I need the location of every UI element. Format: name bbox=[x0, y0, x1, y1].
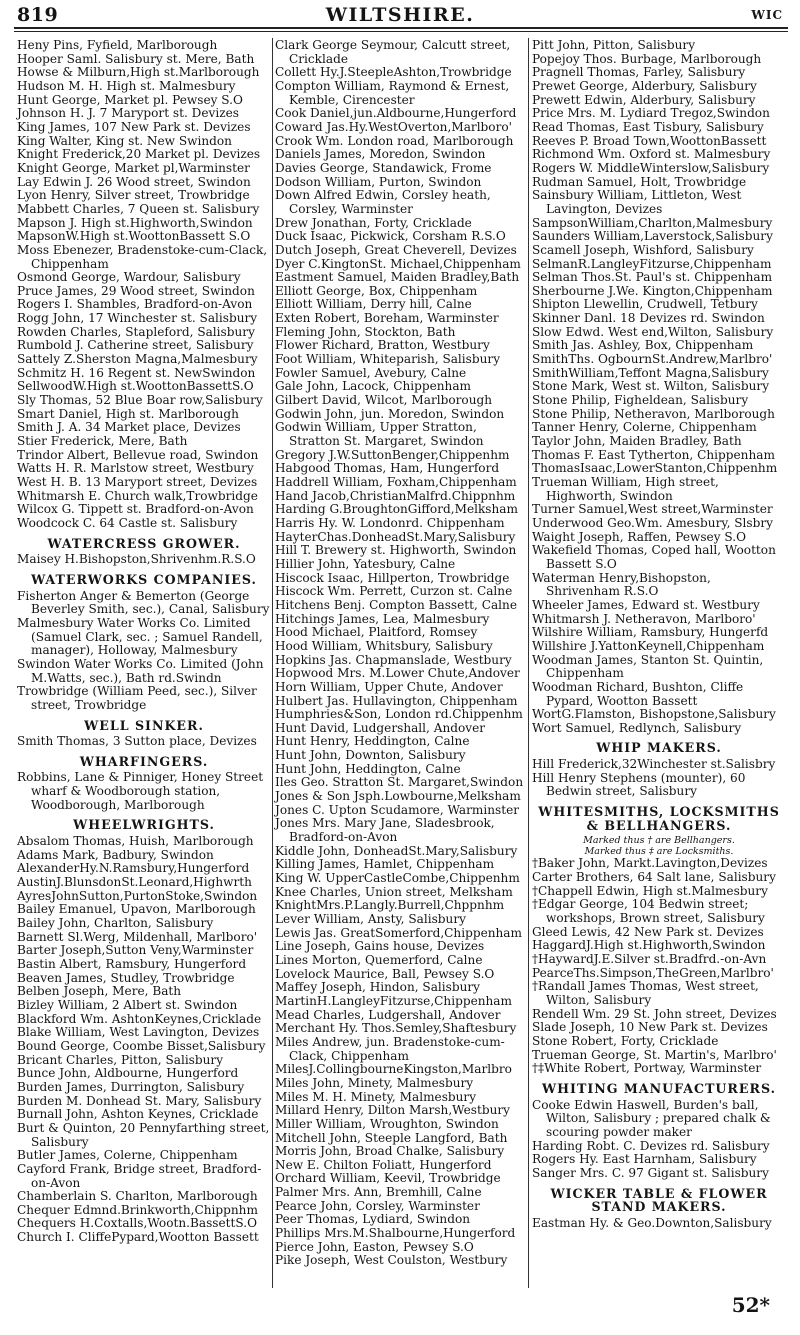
directory-entry: Palmer Mrs. Ann, Bremhill, Calne bbox=[275, 1185, 482, 1200]
directory-entry: Gilbert David, Wilcot, Marlborough bbox=[275, 393, 493, 408]
directory-entry: Dodson William, Purton, Swindon bbox=[275, 174, 482, 189]
directory-entry: Wilshire William, Ramsbury, Hungerfd bbox=[532, 625, 769, 640]
directory-entry: Phillips Mrs.M.Shalbourne,Hungerford bbox=[275, 1226, 516, 1241]
directory-entry: Hood William, Whitsbury, Salisbury bbox=[275, 638, 493, 653]
directory-entry: Hood Michael, Plaitford, Romsey bbox=[275, 625, 478, 640]
directory-entry: Miller William, Wroughton, Swindon bbox=[275, 1116, 499, 1131]
directory-entry: Gale John, Lacock, Chippenham bbox=[275, 379, 472, 394]
directory-entry: Sattely Z.Sherston Magna,Malmesbury bbox=[17, 352, 258, 367]
directory-entry: Pierce John, Easton, Pewsey S.O bbox=[275, 1239, 474, 1254]
directory-entry: Sainsbury William, Littleton, West Lavington, Devizes bbox=[532, 188, 742, 216]
directory-entry: Drew Jonathan, Forty, Cricklade bbox=[275, 215, 472, 230]
directory-entry: West H. B. 13 Maryport street, Devizes bbox=[17, 475, 258, 489]
directory-entry: Whitmarsh J. Netheravon, Marlboro' bbox=[532, 611, 756, 626]
directory-entry: Lines Morton, Quemerford, Calne bbox=[275, 952, 483, 967]
directory-entry: Hand Jacob,ChristianMalfrd.Chippnhm bbox=[275, 488, 516, 503]
directory-entry: MapsonW.High st.WoottonBassett S.O bbox=[17, 229, 251, 244]
directory-entry: Miles M. H. Minety, Malmesbury bbox=[275, 1089, 477, 1104]
directory-entry: Duck Isaac, Pickwick, Corsham R.S.O bbox=[275, 229, 506, 244]
directory-entry: Elliott William, Derry hill, Calne bbox=[275, 297, 472, 312]
directory-entry: Dyer C.KingtonSt. Michael,Chippenham bbox=[275, 256, 521, 271]
directory-entry: MilesJ.CollingbourneKingston,Marlbro bbox=[275, 1062, 512, 1077]
directory-entry: Mapson J. High st.Highworth,Swindon bbox=[17, 215, 253, 230]
directory-entry: Underwood Geo.Wm. Amesbury, Slsbry bbox=[532, 515, 773, 530]
directory-entry: Orchard William, Keevil, Trowbridge bbox=[275, 1171, 501, 1186]
directory-entry: Chequer Edmnd.Brinkworth,Chippnhm bbox=[17, 1202, 258, 1217]
trade-heading: WHARFINGERS. bbox=[79, 753, 209, 769]
directory-entry: Shipton Llewellin, Crudwell, Tetbury bbox=[532, 297, 758, 312]
directory-entry: Johnson H. J. 7 Maryport st. Devizes bbox=[17, 106, 239, 121]
directory-entry: Horn William, Upper Chute, Andover bbox=[275, 679, 503, 694]
directory-entry: Rogers W. MiddleWinterslow,Salisbury bbox=[532, 160, 770, 175]
directory-entry: Wilcox G. Tippett st. Bradford-on-Avon bbox=[17, 502, 254, 517]
directory-entry: †HaywardJ.E.Silver st.Bradfrd.-on-Avn bbox=[532, 952, 767, 966]
directory-entry: Chequers H.Coxtalls,Wootn.BassettS.O bbox=[17, 1216, 257, 1231]
directory-entry: Sly Thomas, 52 Blue Boar row,Salisbury bbox=[17, 393, 263, 408]
directory-entry: Rumbold J. Catherine street, Salisbury bbox=[17, 338, 254, 353]
directory-entry: Hitchens Benj. Compton Bassett, Calne bbox=[275, 597, 517, 612]
directory-entry: Kiddle John, DonheadSt.Mary,Salisbury bbox=[275, 843, 518, 858]
directory-entry: Stone Philip, Netheravon, Marlborough bbox=[532, 406, 775, 421]
directory-entry: Harris Hy. W. Londonrd. Chippenham bbox=[275, 515, 505, 530]
directory-entry: Hulbert Jas. Hullavington, Chippenham bbox=[275, 693, 518, 708]
directory-entry: Miles John, Minety, Malmesbury bbox=[275, 1075, 474, 1090]
directory-entry: Tanner Henry, Colerne, Chippenham bbox=[532, 420, 757, 435]
directory-entry: Slade Joseph, 10 New Park st. Devizes bbox=[532, 1020, 768, 1035]
directory-entry: Mabbett Charles, 7 Queen st. Salisbury bbox=[17, 201, 260, 216]
directory-entry: Wheeler James, Edward st. Westbury bbox=[532, 597, 760, 612]
directory-entry: MartinH.LangleyFitzurse,Chippenham bbox=[275, 993, 512, 1008]
directory-entry: Taylor John, Maiden Bradley, Bath bbox=[532, 434, 742, 449]
directory-entry: Knight Frederick,20 Market pl. Devizes bbox=[17, 147, 261, 162]
directory-entry: Rowden Charles, Stapleford, Salisbury bbox=[17, 324, 255, 339]
section-note: Marked thus † are Bellhangers. bbox=[583, 835, 735, 847]
directory-entry: Jones Mrs. Mary Jane, Sladesbrook, Bradford-on-Avon bbox=[275, 816, 495, 845]
directory-entry: Selman Thos.St. Paul's st. Chippenham bbox=[532, 270, 773, 285]
directory-entry: Knight George, Market pl,Warminster bbox=[17, 160, 250, 175]
directory-entry: Thomas F. East Tytherton, Chippenham bbox=[532, 447, 775, 462]
directory-entry: Hunt Henry, Heddington, Calne bbox=[275, 734, 470, 749]
directory-entry: Smart Daniel, High st. Marlborough bbox=[17, 406, 239, 421]
directory-entry: Daniels James, Moredon, Swindon bbox=[275, 147, 486, 162]
directory-entry: AustinJ.BlunsdonSt.Leonard,Highwrth bbox=[17, 875, 252, 890]
directory-entry: Prewett Edwin, Alderbury, Salisbury bbox=[532, 92, 756, 107]
directory-entry: Hiscock Isaac, Hillperton, Trowbridge bbox=[275, 570, 510, 585]
directory-entry: King James, 107 New Park st. Devizes bbox=[17, 119, 251, 134]
directory-entry: KnightMrs.P.Langly.Burrell,Chppnhm bbox=[275, 898, 505, 913]
county-title: WILTSHIRE. bbox=[325, 4, 475, 26]
directory-entry: Schmitz H. 16 Regent st. NewSwindon bbox=[17, 365, 256, 380]
directory-entry: Rogg John, 17 Winchester st. Salisbury bbox=[17, 311, 258, 326]
directory-entry: Rogers Hy. East Harnham, Salisbury bbox=[532, 1152, 757, 1167]
directory-entry: Bunce John, Aldbourne, Hungerford bbox=[17, 1066, 239, 1081]
directory-entry: Beaven James, Studley, Trowbridge bbox=[17, 970, 235, 985]
directory-entry: Lay Edwin J. 26 Wood street, Swindon bbox=[17, 174, 251, 189]
directory-entry: Hill T. Brewery st. Highworth, Swindon bbox=[275, 543, 517, 558]
directory-column-1 bbox=[17, 39, 271, 1245]
trade-heading: WICKER TABLE & FLOWER STAND MAKERS. bbox=[550, 1185, 768, 1215]
directory-entry: Scamell Joseph, Wishford, Salisbury bbox=[532, 242, 754, 257]
directory-entry: SmithWilliam,Teffont Magna,Salisbury bbox=[532, 365, 769, 380]
directory-entry: Lewis Jas. GreatSomerford,Chippenham bbox=[275, 925, 522, 940]
section-abbreviation: WIC bbox=[751, 8, 783, 22]
directory-entry: Burt & Quinton, 20 Pennyfarthing street, Salisbury bbox=[17, 1120, 270, 1149]
directory-entry: Hudson M. H. High st. Malmesbury bbox=[17, 78, 236, 93]
directory-entry: Turner Samuel,West street,Warminster bbox=[532, 502, 773, 517]
directory-entry: Hopkins Jas. Chapmanslade, Westbury bbox=[275, 652, 512, 667]
trade-heading: WATERWORKS COMPANIES. bbox=[31, 571, 257, 587]
directory-entry: Hunt David, Ludgershall, Andover bbox=[275, 720, 486, 735]
directory-entry: Slow Edwd. West end,Wilton, Salisbury bbox=[532, 324, 774, 339]
directory-entry: Belben Joseph, Mere, Bath bbox=[17, 984, 182, 999]
directory-entry: Wakefield Thomas, Coped hall, Wootton Bassett S.O bbox=[532, 543, 776, 571]
directory-entry: Willshire J.YattonKeynell,Chippenham bbox=[532, 638, 765, 653]
directory-entry: †‡White Robert, Portway, Warminster bbox=[532, 1061, 762, 1076]
directory-entry: Rogers I. Shambles, Bradford-on-Avon bbox=[17, 297, 253, 312]
directory-entry: Popejoy Thos. Burbage, Marlborough bbox=[532, 51, 762, 66]
directory-entry: Trueman George, St. Martin's, Marlbro' bbox=[532, 1047, 777, 1062]
directory-entry: Blake William, West Lavington, Devizes bbox=[17, 1025, 260, 1040]
directory-entry: Bailey Emanuel, Upavon, Marlborough bbox=[17, 902, 256, 917]
directory-entry: Trueman William, High street, Highworth, Swindon bbox=[532, 475, 719, 503]
directory-entry: King Walter, King st. New Swindon bbox=[17, 133, 232, 148]
directory-entry: Godwin William, Upper Stratton, Stratton St. Margaret, Swindon bbox=[275, 420, 484, 449]
directory-entry: Merchant Hy. Thos.Semley,Shaftesbury bbox=[275, 1021, 517, 1036]
directory-entry: Church I. CliffePypard,Wootton Bassett bbox=[17, 1230, 259, 1245]
directory-entry: Fowler Samuel, Avebury, Calne bbox=[275, 365, 467, 380]
directory-entry: Pitt John, Pitton, Salisbury bbox=[532, 38, 696, 52]
directory-entry: SellwoodW.High st.WoottonBassettS.O bbox=[17, 379, 254, 394]
directory-entry: Flower Richard, Bratton, Westbury bbox=[275, 338, 490, 353]
directory-entry: †Chappell Edwin, High st.Malmesbury bbox=[532, 883, 768, 898]
directory-entry: Woodman James, Stanton St. Quintin, Chippenham bbox=[532, 652, 764, 681]
directory-entry: Skinner Danl. 18 Devizes rd. Swindon bbox=[532, 311, 765, 326]
directory-entry: Bound George, Coombe Bisset,Salisbury bbox=[17, 1038, 266, 1053]
directory-entry: Hooper Saml. Salisbury st. Mere, Bath bbox=[17, 51, 255, 66]
directory-entry: Godwin John, jun. Moredon, Swindon bbox=[275, 406, 505, 421]
directory-entry: Lyon Henry, Silver street, Trowbridge bbox=[17, 188, 250, 203]
directory-entry: Malmesbury Water Works Co. Limited (Samuel Clark, sec. ; Samuel Randell, manager), Holloway, Malmesbury bbox=[17, 615, 263, 658]
directory-entry: Line Joseph, Gains house, Devizes bbox=[275, 939, 485, 954]
trade-heading: WHIP MAKERS. bbox=[596, 740, 722, 756]
directory-entry: King W. UpperCastleCombe,Chippenhm bbox=[275, 871, 520, 886]
directory-column-2 bbox=[275, 39, 529, 1268]
directory-entry: Peer Thomas, Lydiard, Swindon bbox=[275, 1212, 471, 1227]
directory-entry: Price Mrs. M. Lydiard Tregoz,Swindon bbox=[532, 106, 770, 121]
directory-entry: Exten Robert, Boreham, Warminster bbox=[275, 311, 499, 326]
directory-entry: Hunt John, Downton, Salisbury bbox=[275, 748, 466, 763]
directory-entry: Jones C. Upton Scudamore, Warminster bbox=[275, 802, 520, 817]
directory-entry: SmithThs. OgbournSt.Andrew,Marlbro' bbox=[532, 352, 773, 367]
directory-entry: Bastin Albert, Ramsbury, Hungerford bbox=[17, 957, 247, 971]
directory-column-3 bbox=[532, 39, 786, 1230]
directory-entry: Mitchell John, Steeple Langford, Bath bbox=[275, 1130, 508, 1145]
directory-entry: Down Alfred Edwin, Corsley heath, Corsley, Warminster bbox=[275, 188, 491, 216]
directory-entry: Maffey Joseph, Hindon, Salisbury bbox=[275, 980, 481, 995]
trade-heading: WHITESMITHS, LOCKSMITHS & BELLHANGERS. bbox=[538, 804, 780, 833]
directory-entry: Whitmarsh E. Church walk,Trowbridge bbox=[17, 488, 258, 503]
directory-entry: Bricant Charles, Pitton, Salisbury bbox=[17, 1052, 224, 1067]
directory-entry: Maisey H.Bishopston,Shrivenhm.R.S.O bbox=[17, 552, 256, 567]
directory-entry: Jones & Son Jsph.Lowbourne,Melksham bbox=[275, 789, 521, 804]
directory-entry: Swindon Water Works Co. Limited (John M.Watts, sec.), Bath rd.Swindn bbox=[17, 656, 264, 685]
directory-entry: Watts H. R. Marlstow street, Westbury bbox=[17, 461, 254, 476]
directory-entry: Prewet George, Alderbury, Salisbury bbox=[532, 78, 757, 93]
trade-heading: WELL SINKER. bbox=[84, 717, 204, 733]
directory-entry: Cayford Frank, Bridge street, Bradford-on-Avon bbox=[17, 1161, 262, 1190]
directory-entry: Hill Frederick,32Winchester st.Salisbry bbox=[532, 757, 776, 772]
directory-entry: Absalom Thomas, Huish, Marlborough bbox=[17, 834, 254, 849]
directory-entry: Dutch Joseph, Great Cheverell, Devizes bbox=[275, 242, 517, 257]
directory-entry: Cook Daniel,jun.Aldbourne,Hungerford bbox=[275, 106, 517, 121]
directory-entry: Miles Andrew, jun. Bradenstoke-cum-Clack, Chippenham bbox=[275, 1034, 505, 1063]
directory-entry: Clark George Seymour, Calcutt street, Cricklade bbox=[275, 38, 511, 66]
directory-entry: Stone Robert, Forty, Cricklade bbox=[532, 1033, 719, 1048]
trade-heading: WHITING MANUFACTURERS. bbox=[542, 1080, 776, 1096]
directory-entry: Smith Thomas, 3 Sutton place, Devizes bbox=[17, 734, 257, 749]
directory-entry: Hill Henry Stephens (mounter), 60 Bedwin street, Salisbury bbox=[532, 770, 746, 799]
directory-entry: †Randall James Thomas, West street, Wilton, Salisbury bbox=[532, 979, 759, 1007]
directory-entry: Pruce James, 29 Wood street, Swindon bbox=[17, 283, 255, 298]
directory-entry: Eastman Hy. & Geo.Downton,Salisbury bbox=[532, 1215, 772, 1230]
directory-entry: Burden M. Donhead St. Mary, Salisbury bbox=[17, 1093, 262, 1108]
directory-entry: Lever William, Ansty, Salisbury bbox=[275, 912, 466, 926]
directory-entry: Elliott George, Box, Chippenham bbox=[275, 283, 478, 298]
directory-entry: Hopwood Mrs. M.Lower Chute,Andover bbox=[275, 666, 520, 681]
directory-entry: Barnett Sl.Werg, Mildenhall, Marlboro' bbox=[17, 929, 258, 944]
directory-entry: Harding Robt. C. Devizes rd. Salisbury bbox=[532, 1138, 770, 1153]
column-divider bbox=[272, 38, 273, 1288]
directory-entry: AlexanderHy.N.Ramsbury,Hungerford bbox=[17, 861, 250, 876]
directory-entry: Reeves P. Broad Town,WoottonBassett bbox=[532, 133, 767, 148]
directory-entry: Smith J. A. 34 Market place, Devizes bbox=[17, 420, 241, 435]
directory-entry: Burnall John, Ashton Keynes, Cricklade bbox=[17, 1107, 259, 1122]
directory-entry: WortG.Flamston, Bishopstone,Salisbury bbox=[532, 707, 776, 722]
directory-entry: Hillier John, Yatesbury, Calne bbox=[275, 556, 456, 571]
trade-heading: WATERCRESS GROWER. bbox=[47, 535, 241, 551]
directory-entry: Hunt George, Market pl. Pewsey S.O bbox=[17, 92, 243, 107]
directory-entry: Bizley William, 2 Albert st. Swindon bbox=[17, 997, 238, 1012]
directory-entry: Coward Jas.Hy.WestOverton,Marlboro' bbox=[275, 119, 512, 134]
directory-entry: †Edgar George, 104 Bedwin street; workshops, Brown street, Salisbury bbox=[532, 897, 765, 926]
directory-entry: Robbins, Lane & Pinniger, Honey Street wharf & Woodborough station, Woodborough, Marlborough bbox=[17, 770, 264, 812]
directory-entry: Morris John, Broad Chalke, Salisbury bbox=[275, 1144, 505, 1159]
directory-entry: Trowbridge (William Peed, sec.), Silver street, Trowbridge bbox=[17, 684, 257, 712]
directory-entry: Wort Samuel, Redlynch, Salisbury bbox=[532, 720, 742, 735]
directory-entry: Eastment Samuel, Maiden Bradley,Bath bbox=[275, 270, 520, 285]
directory-entry: Woodman Richard, Bushton, Cliffe Pypard, Wootton Bassett bbox=[532, 679, 744, 708]
directory-entry: Sanger Mrs. C. 97 Gigant st. Salisbury bbox=[532, 1165, 769, 1180]
directory-entry: PearceThs.Simpson,TheGreen,Marlbro' bbox=[532, 965, 774, 980]
directory-entry: SampsonWilliam,Charlton,Malmesbury bbox=[532, 215, 773, 230]
directory-entry: Knee Charles, Union street, Melksham bbox=[275, 884, 513, 899]
directory-entry: Crook Wm. London road, Marlborough bbox=[275, 133, 514, 148]
directory-entry: Cooke Edwin Haswell, Burden's ball, Wilton, Salisbury ; prepared chalk & scouring powder maker bbox=[532, 1097, 771, 1139]
directory-entry: Mead Charles, Ludgershall, Andover bbox=[275, 1007, 501, 1022]
directory-entry: Barter Joseph,Sutton Veny,Warminster bbox=[17, 943, 254, 958]
header-rule bbox=[14, 27, 788, 32]
directory-entry: Hiscock Wm. Perrett, Curzon st. Calne bbox=[275, 584, 513, 599]
directory-entry: Hitchings James, Lea, Malmesbury bbox=[275, 611, 490, 626]
directory-entry: Fleming John, Stockton, Bath bbox=[275, 324, 456, 339]
directory-entry: Stone Mark, West st. Wilton, Salisbury bbox=[532, 379, 770, 394]
page-number: 819 bbox=[17, 4, 59, 26]
directory-entry: Pragnell Thomas, Farley, Salisbury bbox=[532, 65, 746, 80]
section-note: Marked thus ‡ are Locksmiths. bbox=[584, 846, 734, 858]
directory-entry: Gleed Lewis, 42 New Park st. Devizes bbox=[532, 924, 764, 939]
directory-entry: Carter Brothers, 64 Salt lane, Salisbury bbox=[532, 870, 776, 885]
directory-entry: Butler James, Colerne, Chippenham bbox=[17, 1148, 238, 1163]
directory-entry: Stier Frederick, Mere, Bath bbox=[17, 434, 188, 449]
directory-entry: Smith Jas. Ashley, Box, Chippenham bbox=[532, 338, 754, 353]
directory-entry: Richmond Wm. Oxford st. Malmesbury bbox=[532, 147, 771, 162]
directory-entry: Hunt John, Heddington, Calne bbox=[275, 761, 461, 776]
directory-entry: New E. Chilton Foliatt, Hungerford bbox=[275, 1157, 492, 1172]
directory-entry: Trindor Albert, Bellevue road, Swindon bbox=[17, 447, 259, 462]
directory-entry: †Baker John, Markt.Lavington,Devizes bbox=[532, 856, 768, 871]
directory-entry: Waight Joseph, Raffen, Pewsey S.O bbox=[532, 529, 746, 544]
directory-entry: Lovelock Maurice, Ball, Pewsey S.O bbox=[275, 966, 495, 981]
directory-entry: Stone Philip, Figheldean, Salisbury bbox=[532, 393, 749, 408]
directory-entry: Compton William, Raymond & Ernest, Kemble, Cirencester bbox=[275, 78, 510, 107]
directory-entry: Heny Pins, Fyfield, Marlborough bbox=[17, 38, 218, 52]
directory-entry: Humphries&Son, London rd.Chippenhm bbox=[275, 707, 523, 722]
directory-entry: Pike Joseph, West Coulston, Westbury bbox=[275, 1253, 508, 1268]
directory-entry: Chamberlain S. Charlton, Marlborough bbox=[17, 1189, 258, 1204]
directory-entry: Habgood Thomas, Ham, Hungerford bbox=[275, 461, 500, 476]
directory-entry: Iles Geo. Stratton St. Margaret,Swindon bbox=[275, 775, 524, 790]
directory-entry: Sherbourne J.We. Kington,Chippenham bbox=[532, 283, 773, 298]
directory-entry: Howse & Milburn,High st.Marlborough bbox=[17, 65, 260, 80]
directory-entry: Foot William, Whiteparish, Salisbury bbox=[275, 352, 501, 367]
directory-entry: Millard Henry, Dilton Marsh,Westbury bbox=[275, 1103, 510, 1118]
directory-entry: Rudman Samuel, Holt, Trowbridge bbox=[532, 174, 747, 189]
directory-entry: Burden James, Durrington, Salisbury bbox=[17, 1079, 245, 1094]
directory-entry: HayterChas.DonheadSt.Mary,Salisbury bbox=[275, 529, 516, 544]
directory-entry: Moss Ebenezer, Bradenstoke-cum-Clack, Chippenham bbox=[17, 242, 268, 271]
directory-entry: SelmanR.LangleyFitzurse,Chippenham bbox=[532, 256, 772, 271]
directory-entry: Fisherton Anger & Bemerton (George Beverley Smith, sec.), Canal, Salisbury bbox=[17, 588, 270, 617]
directory-entry: Killing James, Hamlet, Chippenham bbox=[275, 857, 495, 872]
directory-entry: Saunders William,Laverstock,Salisbury bbox=[532, 229, 773, 244]
trade-heading: WHEELWRIGHTS. bbox=[73, 817, 215, 833]
directory-entry: Rendell Wm. 29 St. John street, Devizes bbox=[532, 1006, 777, 1021]
directory-entry: Woodcock C. 64 Castle st. Salisbury bbox=[17, 515, 238, 530]
directory-entry: Pearce John, Corsley, Warminster bbox=[275, 1198, 480, 1213]
directory-entry: Bailey John, Charlton, Salisbury bbox=[17, 916, 214, 931]
sheet-signature: 52* bbox=[731, 1293, 770, 1317]
page-header bbox=[0, 3, 800, 25]
directory-entry: Gregory J.W.SuttonBenger,Chippenhm bbox=[275, 447, 510, 462]
directory-entry: Blackford Wm. AshtonKeynes,Cricklade bbox=[17, 1011, 262, 1026]
directory-entry: Collett Hy.J.SteepleAshton,Trowbridge bbox=[275, 65, 512, 80]
directory-entry: Adams Mark, Badbury, Swindon bbox=[17, 847, 214, 862]
directory-entry: Harding G.BroughtonGifford,Melksham bbox=[275, 502, 518, 517]
directory-entry: AyresJohnSutton,PurtonStoke,Swindon bbox=[17, 888, 258, 903]
directory-entry: Waterman Henry,Bishopston, Shrivenham R.S.O bbox=[532, 570, 711, 599]
directory-entry: ThomasIsaac,LowerStanton,Chippenhm bbox=[532, 461, 778, 476]
directory-entry: Haddrell William, Foxham,Chippenham bbox=[275, 475, 517, 489]
directory-entry: Davies George, Standawick, Frome bbox=[275, 160, 492, 175]
directory-entry: Read Thomas, East Tisbury, Salisbury bbox=[532, 119, 764, 134]
directory-entry: Osmond George, Wardour, Salisbury bbox=[17, 270, 241, 285]
directory-entry: HaggardJ.High st.Highworth,Swindon bbox=[532, 938, 766, 953]
